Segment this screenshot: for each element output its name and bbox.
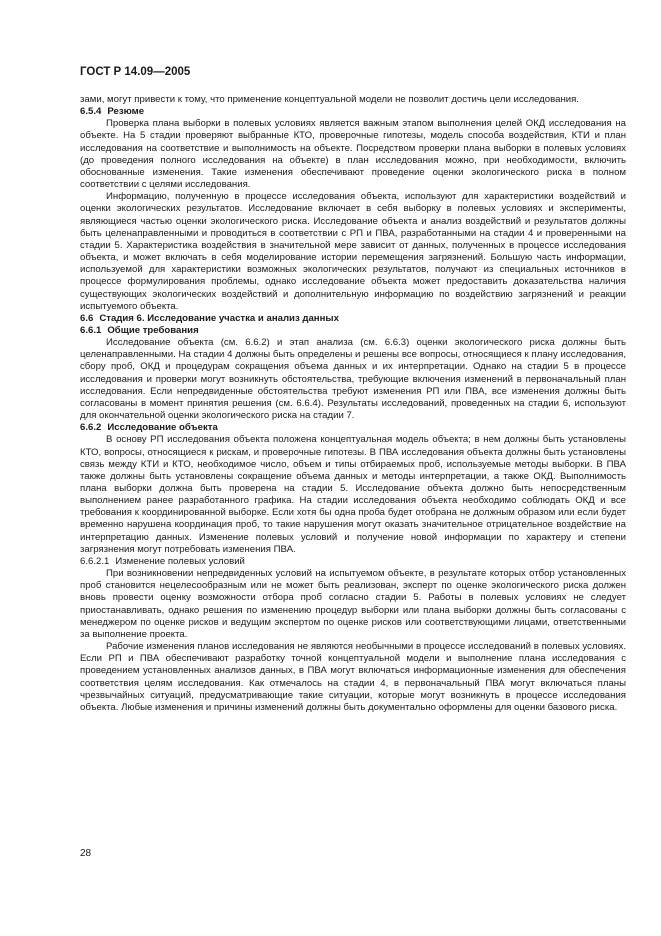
document-header: ГОСТ Р 14.09—2005: [80, 66, 191, 78]
section-6-6-2-heading: [80, 422, 626, 434]
section-6-6-2-1-heading: [80, 556, 626, 568]
paragraph: Исследование объекта (см. 6.6.2) и этап анализа (см. 6.6.3) оценки экологического риска должны быть целенаправленными. На стадии 4 должны быть определены и решены все вопросы, относящиеся к плану исследования, сбору проб, ОКД и процедурам сокращения объема данных и их интерпретации. Однако на стадии 5 в процессе исследования и проверки могут возникнуть обстоятельства, требующие включения изменений в первоначальный план исследования. Если непредвиденные обстоятельства требуют изменения РП или ПВА, все изменения должны быть согласованы в момент принятия решения (см. 6.6.4). Результаты исследований, проведенных на стадии 6, используют для окончательной оценки экологического риска на стадии 7.: [80, 337, 626, 422]
section-number: 6.6.2.1: [80, 555, 110, 567]
section-number: 6.6.1: [80, 324, 102, 336]
paragraph: При возникновении непредвиденных условий на испытуемом объекте, в результате которых отбор установленных проб становится нецелесообразным или не может быть реализован, эксперт по оценке экологического риска должен вновь провести оценку возможности отбора проб согласно стадии 5. Работы в полевых условиях не следует приостанавливать, однако решения по изменению процедур выборки или плана выборки должны быть согласованы с менеджером по оценке рисков и ведущим экспертом по оценке рисков или соответствующими лицами, ответственными за выполнение проекта.: [80, 568, 626, 640]
paragraph: В основу РП исследования объекта положена концептуальная модель объекта; в нем должны быть установлены КТО, вопросы, относящиеся к рискам, и проверочные гипотезы. В ПВА исследования объекта должны быть установлены связь между КТИ и КТО, необходимое число, объем и типы отбираемых проб, используемые методы выборки. В ПВА также должны быть установлены сокращение объема данных и методы интерпретации, а также ОКД. Выполнимость плана выборки должна быть проверена на стадии 5. Исследование объекта должно быть непосредственным выполнением ранее разработанного графика. На стадии исследования объекта необходимо соблюдать ОКД и все требования к координированной выборке. Если хотя бы одна проба будет отобрана не должным образом или если будет временно нарушена координация проб, то такие нарушения могут оказать значительное отрицательное воздействие на интерпретацию данных. Изменение полевых условий и получение новой информации по характеру и степени загрязнения могут потребовать изменения ПВА.: [80, 434, 626, 555]
section-number: 6.5.4: [80, 106, 102, 118]
paragraph: Проверка плана выборки в полевых условиях является важным этапом выполнения целей ОКД исследования на объекте. На 5 стадии проверяют выбранные КТО, проверочные гипотезы, модель способа воздействия, КТИ и план исследования на соответствие и выполнимость на объекте. Посредством проверки плана выборки в полевых условиях (до проведения полного исследования на объекте) в план исследования можно, при необходимости, включить обоснованные изменения. Такие изменения обеспечивают проведение оценки экологического риска в полном соответствии с целями исследования.: [80, 118, 626, 191]
section-6-6-heading: [80, 313, 626, 325]
section-title: Стадия 6. Исследование участка и анализ данных: [99, 312, 339, 324]
page-number: 28: [80, 848, 92, 859]
paragraph: Рабочие изменения планов исследования не являются необычными в процессе исследований в полевых условиях. Если РП и ПВА обеспечивают разработку точной концептуальной модели и выполнение плана исследования с проведением установленных анализов данных, в ПВА могут включаться информационные изменения для обеспечения соответствия целям исследования. Как отмечалось на стадии 4, в первоначальный ПВА могут включаться планы чрезвычайных ситуаций, предусматривающие такие ситуации, которые могут возникнуть в процессе исследования объекта. Любые изменения и причины изменений должны быть документально оформлены для оценки базового риска.: [80, 641, 626, 713]
section-title: Общие требования: [107, 324, 199, 336]
document-body: [80, 94, 626, 714]
section-title: Изменение полевых условий: [115, 555, 245, 567]
section-number: 6.6: [80, 312, 94, 324]
section-title: Резюме: [107, 106, 145, 118]
section-title: Исследование объекта: [107, 422, 218, 434]
intro-paragraph: зами, могут привести к тому, что применение концептуальной модели не позволит достичь цели исследования.: [80, 94, 579, 105]
section-6-5-4-heading: [80, 106, 626, 118]
paragraph: Информацию, полученную в процессе исследования объекта, используют для характеристики воздействий и оценки экологических результатов. Исследование включает в себя выборку в полевых условиях и эксперименты, являющиеся частью оценки экологического риска. Исследование объекта и анализ воздействий и результатов должны быть целенаправленными и проводиться в соответствии с РП и ПВА, разработанными на стадии 4 и проверенными на стадии 5. Характеристика воздействия в значительной мере зависит от данных, полученных в процессе исследования объекта, и может включать в себя моделирование истории перемещения загрязнений. Большую часть информации, используемой для характеристики возможных экологических результатов, получают из специальных источников в процессе формулирования проблемы, однако исследование объекта может предоставить доказательства наличия существующих экологических воздействий и дополнительную информацию по воздействию загрязнений и реакции испытуемого объекта.: [80, 191, 626, 312]
section-6-6-1-heading: [80, 325, 626, 337]
section-number: 6.6.2: [80, 422, 102, 434]
